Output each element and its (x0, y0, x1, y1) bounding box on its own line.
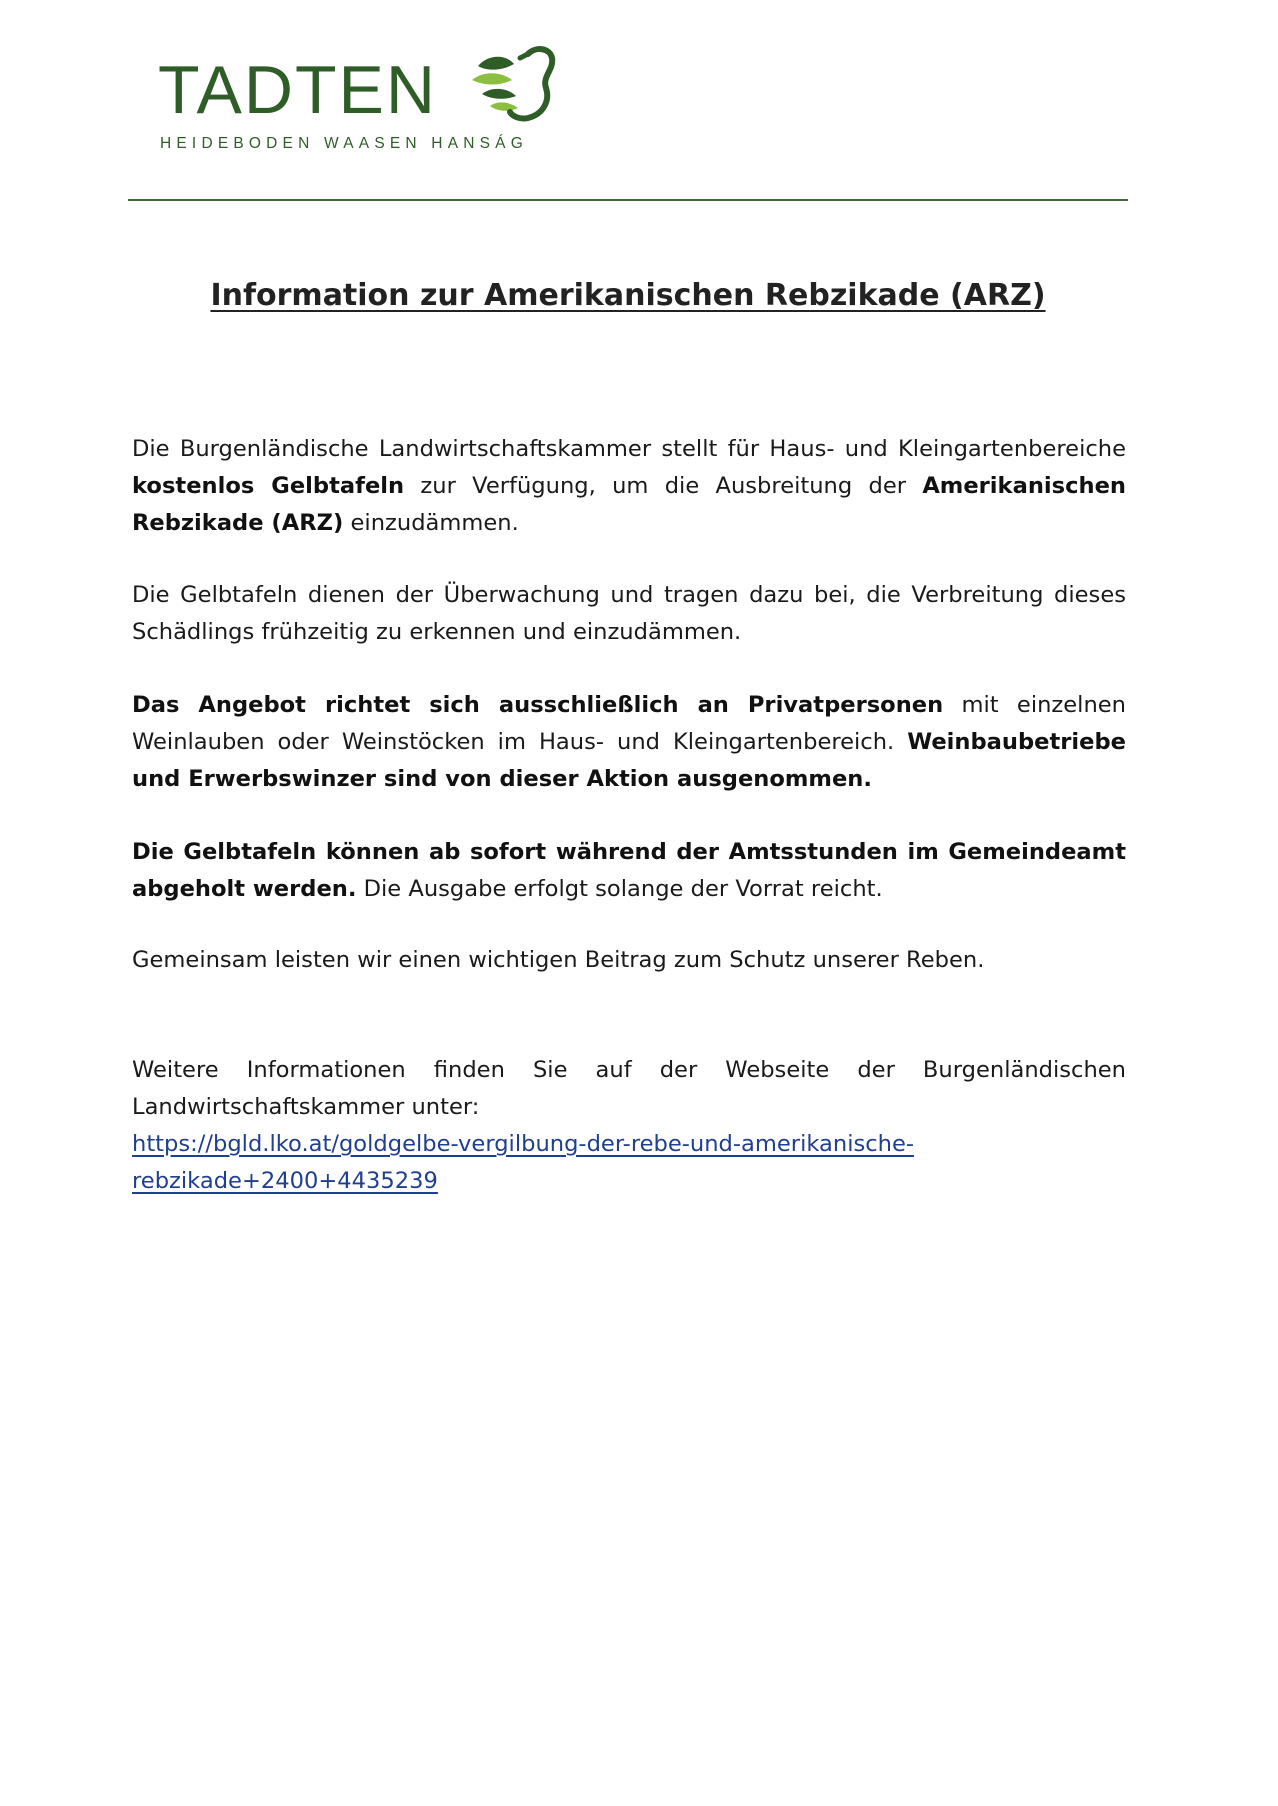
logo-tagline: HEIDEBODEN WAASEN HANSÁG (160, 135, 528, 152)
letterhead (158, 40, 578, 160)
header-divider (128, 199, 1128, 201)
info-link-line1: https://bgld.lko.at/goldgelbe-vergilbung-der-rebe-und-amerikanische- (132, 1131, 915, 1157)
paragraph-eligibility: Das Angebot richtet sich ausschließlich an Privatpersonen mit einzelnen Weinlauben oder Weinstöcken im Haus- und Kleingartenbereich. Weinbaubetriebe und Erwerbswinzer sind von dieser Aktion ausgenommen. (132, 692, 1126, 792)
paragraph-intro: Die Burgenländische Landwirtschaftskammer stellt für Haus- und Kleingartenbereiche kostenlos Gelbtafeln zur Verfügung, um die Ausbreitung der Amerikanischen Rebzikade (ARZ) einzudämmen. (132, 436, 1126, 536)
logo-wordmark: TADTEN (158, 52, 437, 128)
paragraph-more-info (132, 1052, 1126, 1200)
bird-logo-icon (466, 40, 566, 130)
paragraph-closing: Gemeinsam leisten wir einen wichtigen Beitrag zum Schutz unserer Reben. (132, 947, 985, 973)
info-link[interactable] (132, 1126, 1126, 1200)
more-info-text: Weitere Informationen finden Sie auf der Webseite der Burgenländischen Landwirtschaftskammer unter: (132, 1057, 1126, 1120)
info-link-line2: rebzikade+2400+4435239 (132, 1168, 438, 1194)
paragraph-pickup: Die Gelbtafeln können ab sofort während der Amtsstunden im Gemeindeamt abgeholt werden. Die Ausgabe erfolgt solange der Vorrat reicht. (132, 839, 1126, 902)
page-title: Information zur Amerikanischen Rebzikade (ARZ) (210, 278, 1046, 313)
paragraph-purpose: Die Gelbtafeln dienen der Überwachung und tragen dazu bei, die Verbreitung dieses Schädlings frühzeitig zu erkennen und einzudämmen. (132, 582, 1126, 645)
